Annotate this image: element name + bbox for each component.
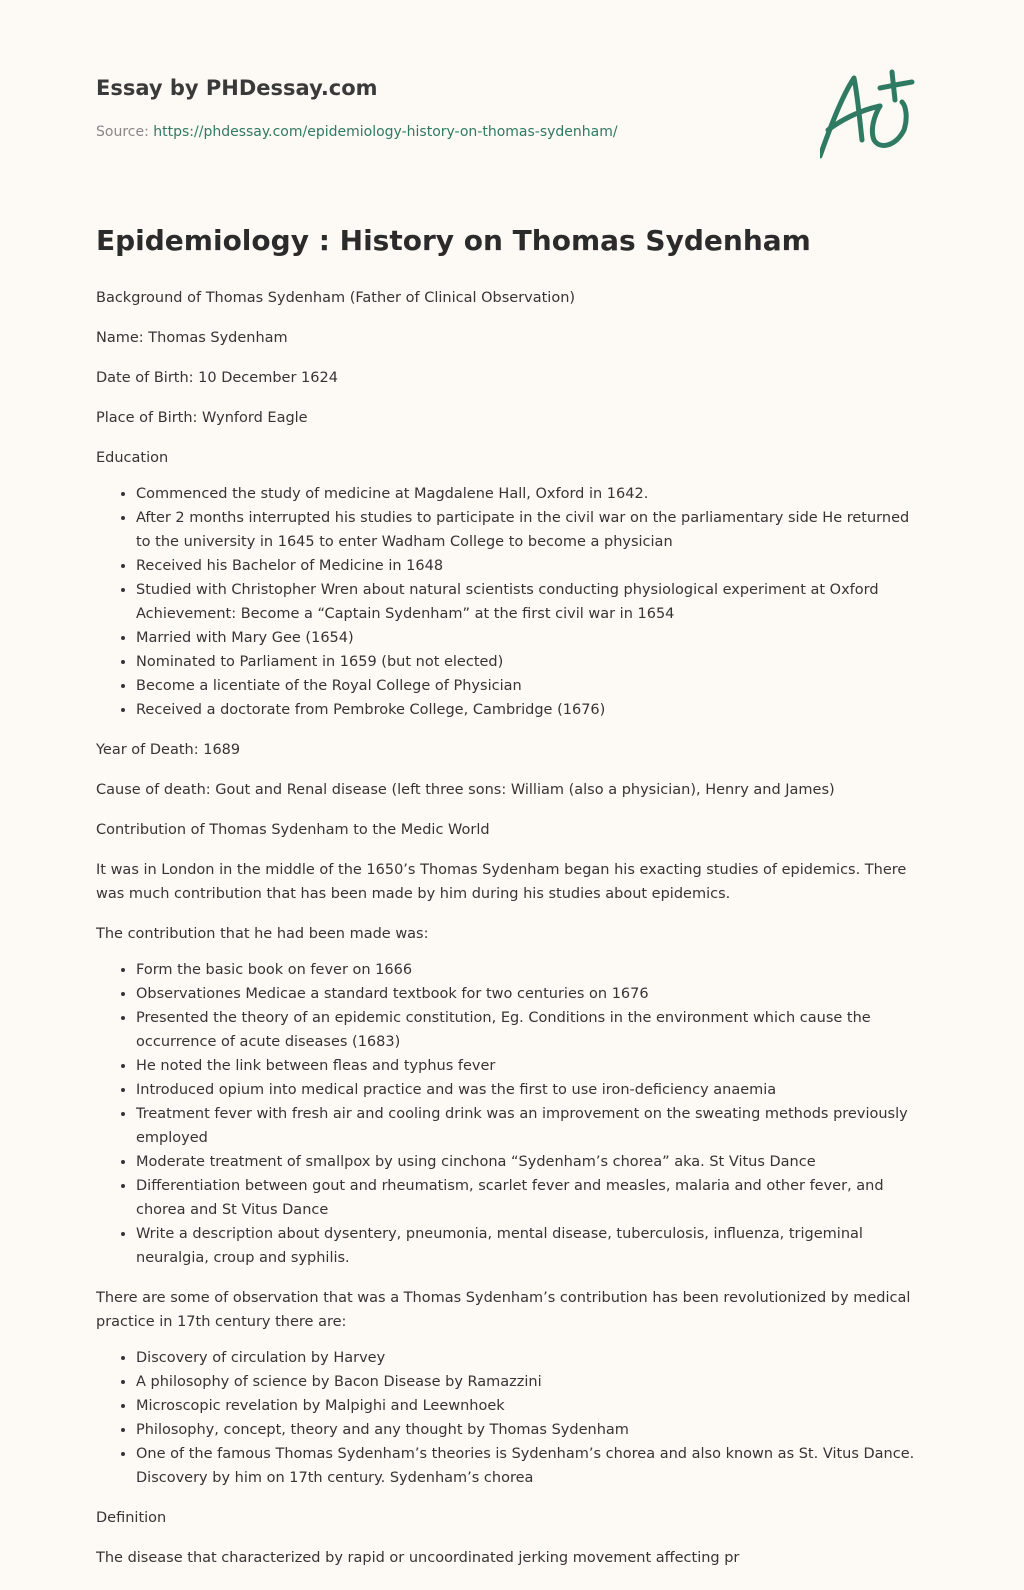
source-line [96, 124, 618, 140]
list-item: • Philosophy, concept, theory and any thought by Thomas Sydenham [136, 1418, 926, 1442]
list-item: • Moderate treatment of smallpox by using cinchona “Sydenham’s chorea” aka. St Vitus Dance [136, 1150, 926, 1174]
list-item: • Commenced the study of medicine at Magdalene Hall, Oxford in 1642. [136, 482, 926, 506]
list-item: • Become a licentiate of the Royal College of Physician [136, 674, 926, 698]
contribution-list [96, 958, 926, 1270]
list-item: • Discovery of circulation by Harvey [136, 1346, 926, 1370]
name-line: Name: Thomas Sydenham [96, 330, 288, 346]
list-item: • Studied with Christopher Wren about natural scientists conducting physiological experiment at Oxford Achievement: Become a “Captain Sydenham” at the first civil war in 1654 [136, 578, 926, 626]
list-item: • Write a description about dysentery, pneumonia, mental disease, tuberculosis, influenza, trigeminal neuralgia, croup and syphilis. [136, 1222, 926, 1270]
list-item: • One of the famous Thomas Sydenham’s theories is Sydenham’s chorea and also known as St. Vitus Dance. Discovery by him on 17th century. Sydenham’s chorea [136, 1442, 926, 1490]
list-item: • Received his Bachelor of Medicine in 1648 [136, 554, 926, 578]
list-item: • Form the basic book on fever on 1666 [136, 958, 926, 982]
death-cause-line: Cause of death: Gout and Renal disease (left three sons: William (also a physician), Henry and James) [96, 782, 835, 798]
list-item: • Nominated to Parliament in 1659 (but not elected) [136, 650, 926, 674]
observation-intro: There are some of observation that was a Thomas Sydenham’s contribution has been revolutionized by medical practice in 17th century there are: [96, 1290, 911, 1330]
dob-line: Date of Birth: 10 December 1624 [96, 370, 338, 386]
source-link[interactable]: https://phdessay.com/epidemiology-history-on-thomas-sydenham/ [153, 124, 618, 140]
list-item: • Differentiation between gout and rheumatism, scarlet fever and measles, malaria and other fever, and chorea and St Vitus Dance [136, 1174, 926, 1222]
list-item: • Received a doctorate from Pembroke College, Cambridge (1676) [136, 698, 926, 722]
list-item: • Introduced opium into medical practice and was the first to use iron-deficiency anaemia [136, 1078, 926, 1102]
site-brand: Essay by PHDessay.com [96, 76, 378, 100]
definition-text: The disease that characterized by rapid or uncoordinated jerking movement affecting pr [96, 1550, 740, 1566]
list-item: • Treatment fever with fresh air and cooling drink was an improvement on the sweating methods previously employed [136, 1102, 926, 1150]
contribution-list-intro: The contribution that he had been made was: [96, 926, 429, 942]
observation-list [96, 1346, 926, 1490]
list-item: • Presented the theory of an epidemic constitution, Eg. Conditions in the environment which cause the occurrence of acute diseases (1683) [136, 1006, 926, 1054]
pob-line: Place of Birth: Wynford Eagle [96, 410, 308, 426]
education-list [96, 482, 926, 722]
page-title: Epidemiology : History on Thomas Sydenham [96, 224, 811, 257]
essay-body [96, 286, 926, 1586]
list-item: • Microscopic revelation by Malpighi and Leewnhoek [136, 1394, 926, 1418]
list-item: • Observationes Medicae a standard textbook for two centuries on 1676 [136, 982, 926, 1006]
contribution-intro: It was in London in the middle of the 1650’s Thomas Sydenham began his exacting studies of epidemics. There was much contribution that has been made by him during his studies about epidemics. [96, 862, 907, 902]
education-heading: Education [96, 450, 169, 466]
source-label: Source: [96, 124, 149, 140]
list-item: • Married with Mary Gee (1654) [136, 626, 926, 650]
list-item: • After 2 months interrupted his studies to participate in the civil war on the parliamentary side He returned to the university in 1645 to enter Wadham College to become a physician [136, 506, 926, 554]
definition-heading: Definition [96, 1510, 167, 1526]
death-year-line: Year of Death: 1689 [96, 742, 241, 758]
contribution-heading: Contribution of Thomas Sydenham to the Medic World [96, 822, 490, 838]
a-plus-logo [820, 68, 926, 168]
list-item: • He noted the link between fleas and typhus fever [136, 1054, 926, 1078]
background-heading: Background of Thomas Sydenham (Father of Clinical Observation) [96, 290, 576, 306]
list-item: • A philosophy of science by Bacon Disease by Ramazzini [136, 1370, 926, 1394]
